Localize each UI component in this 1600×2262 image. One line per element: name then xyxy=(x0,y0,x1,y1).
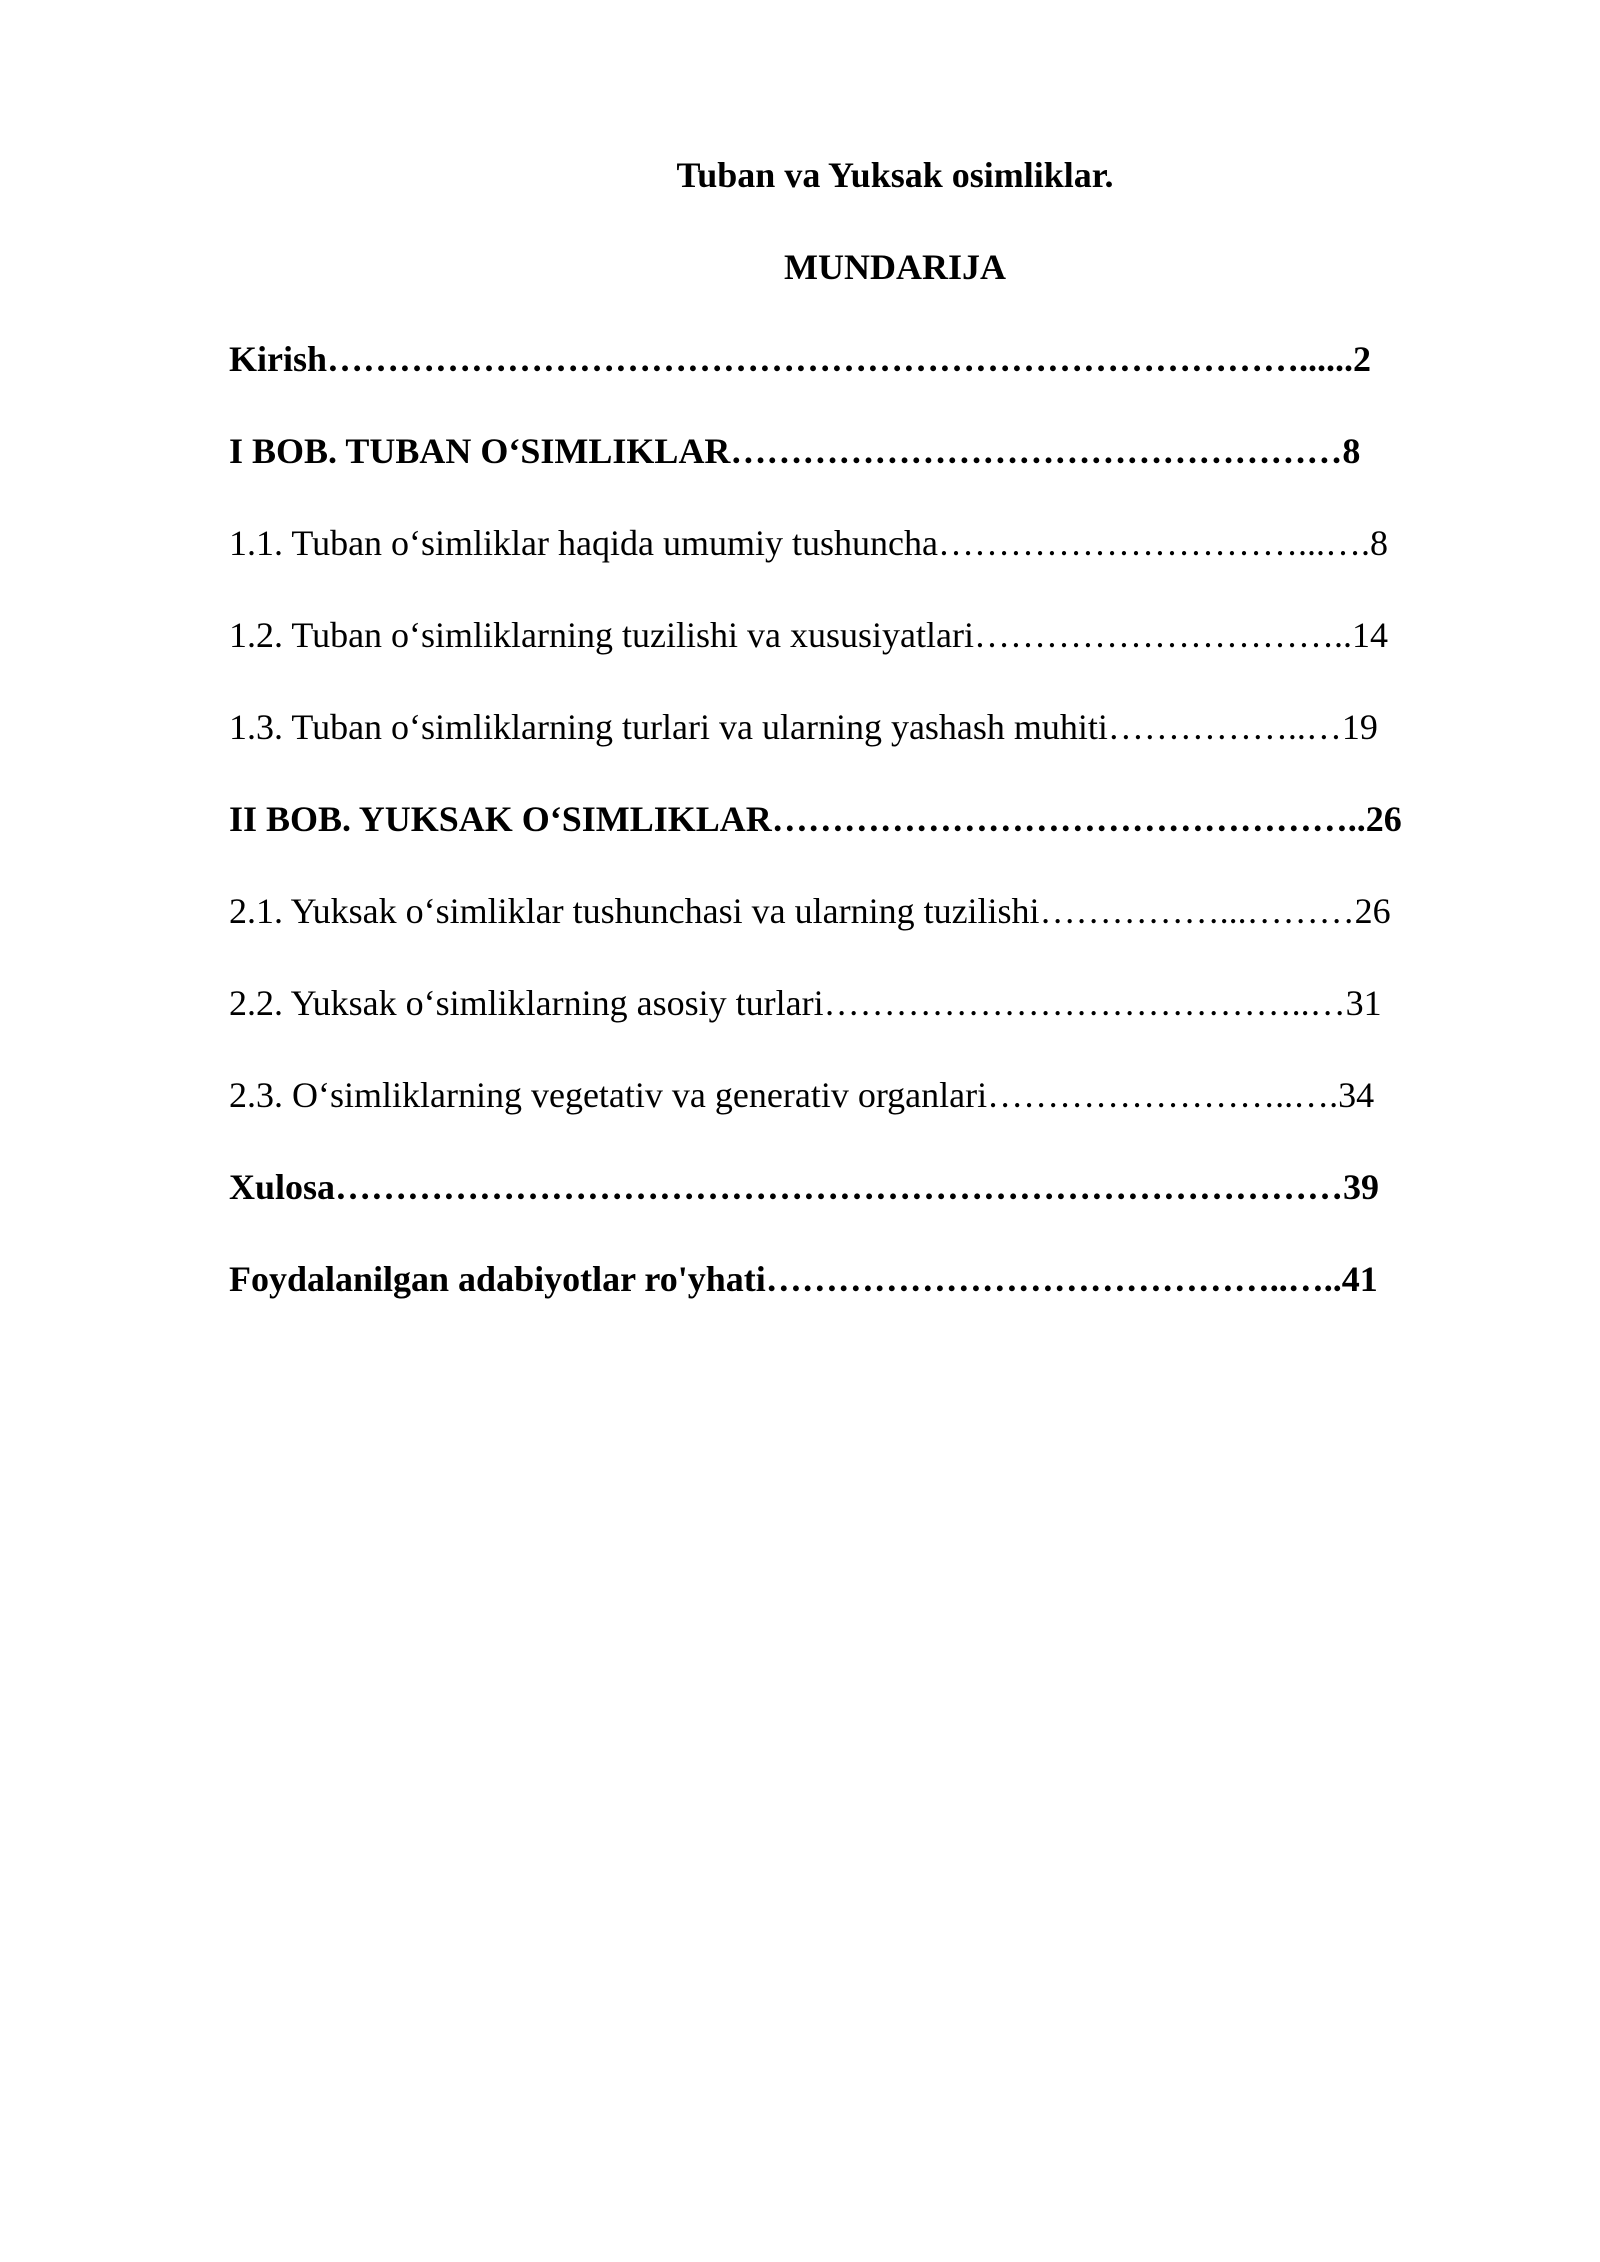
table-of-contents xyxy=(229,334,1469,1346)
toc-entry-section-2-2: 2.2. Yuksak o‘simliklarning asosiy turlari…………………………………..…31 xyxy=(229,983,1382,1023)
toc-entry-section-2-3: 2.3. O‘simliklarning vegetativ va generativ organlari……………………..….34 xyxy=(229,1075,1375,1115)
toc-entry-introduction: Kirish………………………………………………………………………......2 xyxy=(229,339,1372,379)
document-title: Tuban va Yuksak osimliklar. xyxy=(676,155,1114,195)
toc-entry-references: Foydalanilgan adabiyotlar ro'yhati……………………………………..…..41 xyxy=(229,1259,1378,1299)
toc-entry-chapter-1: I BOB. TUBAN O‘SIMLIKLAR……………………………………………8 xyxy=(229,431,1361,471)
toc-entry-section-1-1: 1.1. Tuban o‘simliklar haqida umumiy tushuncha…………………………...….8 xyxy=(229,523,1388,563)
toc-entry-section-1-3: 1.3. Tuban o‘simliklarning turlari va ularning yashash muhiti……………..…19 xyxy=(229,707,1378,747)
toc-entry-conclusion: Xulosa…………………………………………………………………………39 xyxy=(229,1167,1380,1207)
toc-entry-section-2-1: 2.1. Yuksak o‘simliklar tushunchasi va ularning tuzilishi……………...………26 xyxy=(229,891,1391,931)
toc-entry-section-1-2: 1.2. Tuban o‘simliklarning tuzilishi va xususiyatlari…………………………..14 xyxy=(229,615,1388,655)
toc-heading: MUNDARIJA xyxy=(784,247,1006,287)
toc-entry-chapter-2: II BOB. YUKSAK O‘SIMLIKLAR…………………………………………..26 xyxy=(229,799,1402,839)
